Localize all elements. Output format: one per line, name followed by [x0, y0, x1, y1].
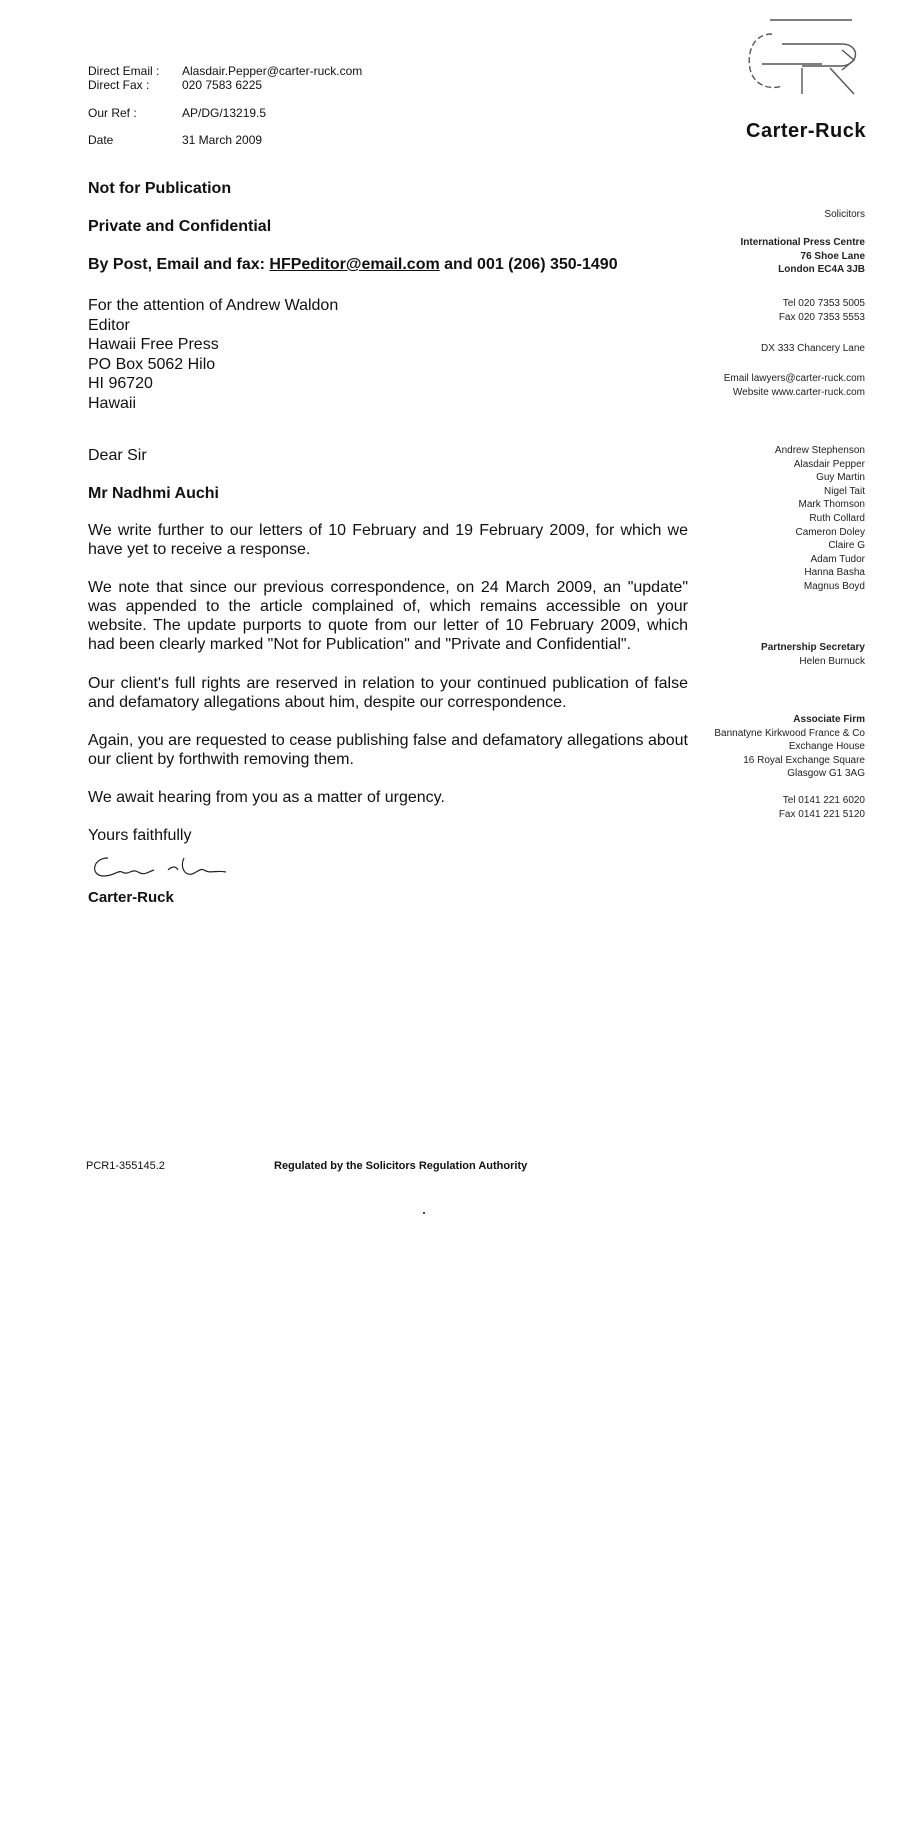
carter-ruck-logo — [742, 14, 862, 96]
signature-image — [88, 850, 238, 884]
direct-email-value: Alasdair.Pepper@carter-ruck.com — [182, 64, 363, 78]
associate-address-line: Glasgow G1 3AG — [787, 768, 865, 780]
partner-name: Claire G — [828, 540, 865, 552]
recipient-email-link[interactable]: HFPeditor@email.com — [269, 256, 440, 273]
firm-tel: Tel 020 7353 5005 — [782, 298, 865, 309]
paragraph-2: We note that since our previous correspondence, on 24 March 2009, an "update" was appended to the article complained of, which remains accessible on your website. The update purports to quote from our letter of 10 February 2009, which had been clearly marked "Not for Publication" and "Private and Confidential". — [88, 579, 688, 653]
partner-name: Hanna Basha — [804, 567, 865, 579]
partner-name: Nigel Tait — [824, 485, 865, 497]
recipient-po-box: PO Box 5062 Hilo — [88, 355, 216, 373]
private-confidential: Private and Confidential — [88, 218, 272, 235]
delivery-suffix: and 001 (206) 350-1490 — [439, 256, 618, 273]
recipient-zip: HI 96720 — [88, 375, 153, 392]
firm-dx: DX 333 Chancery Lane — [761, 343, 865, 354]
delivery-line — [88, 256, 618, 274]
partner-name: Cameron Doley — [795, 526, 865, 538]
scan-speck — [423, 1212, 425, 1214]
signatory: Carter-Ruck — [88, 889, 174, 906]
recipient-title: Editor — [88, 316, 130, 334]
closing: Yours faithfully — [88, 827, 192, 844]
associate-fax: Fax 0141 221 5120 — [778, 808, 865, 820]
address-line: 76 Shoe Lane — [800, 250, 865, 262]
recipient-state: Hawaii — [88, 394, 137, 412]
recipient-publication: Hawaii Free Press — [88, 336, 219, 353]
recipient-attention: For the attention of Andrew Waldon — [88, 297, 339, 314]
direct-fax-value: 020 7583 6225 — [182, 78, 263, 92]
associate-firm-block — [714, 713, 865, 781]
delivery-prefix: By Post, Email and fax: — [88, 256, 270, 273]
solicitors-label: Solicitors — [824, 209, 865, 220]
associate-firm-name: Bannatyne Kirkwood France & Co — [714, 727, 865, 739]
partner-name: Andrew Stephenson — [774, 445, 865, 456]
our-ref-label: Our Ref : — [88, 106, 137, 120]
partners-list — [775, 444, 865, 594]
associate-tel: Tel 0141 221 6020 — [782, 795, 865, 806]
address-line: London EC4A 3JB — [778, 264, 865, 276]
date-label: Date — [88, 133, 114, 147]
paragraph-5: We await hearing from you as a matter of urgency. — [88, 789, 445, 806]
regulation-notice: Regulated by the Solicitors Regulation Authority — [274, 1160, 528, 1172]
associate-firm-label: Associate Firm — [793, 714, 865, 725]
paragraph-4: Again, you are requested to cease publishing false and defamatory allegations about our client by forthwith removing them. — [88, 732, 688, 768]
recipient-address — [88, 296, 338, 413]
subject-line: Mr Nadhmi Auchi — [88, 485, 219, 502]
address-line: International Press Centre — [740, 237, 865, 248]
associate-address-line: 16 Royal Exchange Square — [743, 754, 865, 766]
associate-phone-block — [779, 794, 865, 821]
partner-name: Alasdair Pepper — [793, 458, 865, 470]
firm-contact-block — [724, 372, 865, 399]
firm-phone-block — [779, 297, 865, 324]
firm-website: Website www.carter-ruck.com — [732, 386, 865, 398]
document-reference: PCR1-355145.2 — [86, 1160, 165, 1172]
partnership-secretary-name: Helen Burnuck — [799, 655, 865, 667]
firm-address — [741, 236, 865, 277]
partnership-secretary-block — [761, 641, 865, 668]
salutation: Dear Sir — [88, 447, 147, 464]
direct-email-label: Direct Email : — [88, 64, 160, 78]
paragraph-1: We write further to our letters of 10 February and 19 February 2009, for which we have yet to receive a response. — [88, 522, 688, 558]
direct-fax-label: Direct Fax : — [88, 78, 150, 92]
not-for-publication: Not for Publication — [88, 180, 232, 197]
partnership-secretary-label: Partnership Secretary — [761, 642, 865, 653]
partner-name: Magnus Boyd — [803, 580, 865, 592]
our-ref-value: AP/DG/13219.5 — [182, 106, 267, 120]
firm-fax: Fax 020 7353 5553 — [778, 311, 865, 323]
partner-name: Ruth Collard — [809, 512, 865, 524]
brand-name: Carter-Ruck — [746, 120, 866, 142]
firm-email: Email lawyers@carter-ruck.com — [723, 373, 865, 384]
associate-address-line: Exchange House — [788, 741, 865, 753]
partner-name: Mark Thomson — [798, 499, 865, 511]
partner-name: Adam Tudor — [810, 553, 865, 565]
date-value: 31 March 2009 — [182, 133, 263, 147]
partner-name: Guy Martin — [816, 472, 865, 484]
paragraph-3: Our client's full rights are reserved in relation to your continued publication of false and defamatory allegations about him, despite our correspondence. — [88, 675, 688, 711]
